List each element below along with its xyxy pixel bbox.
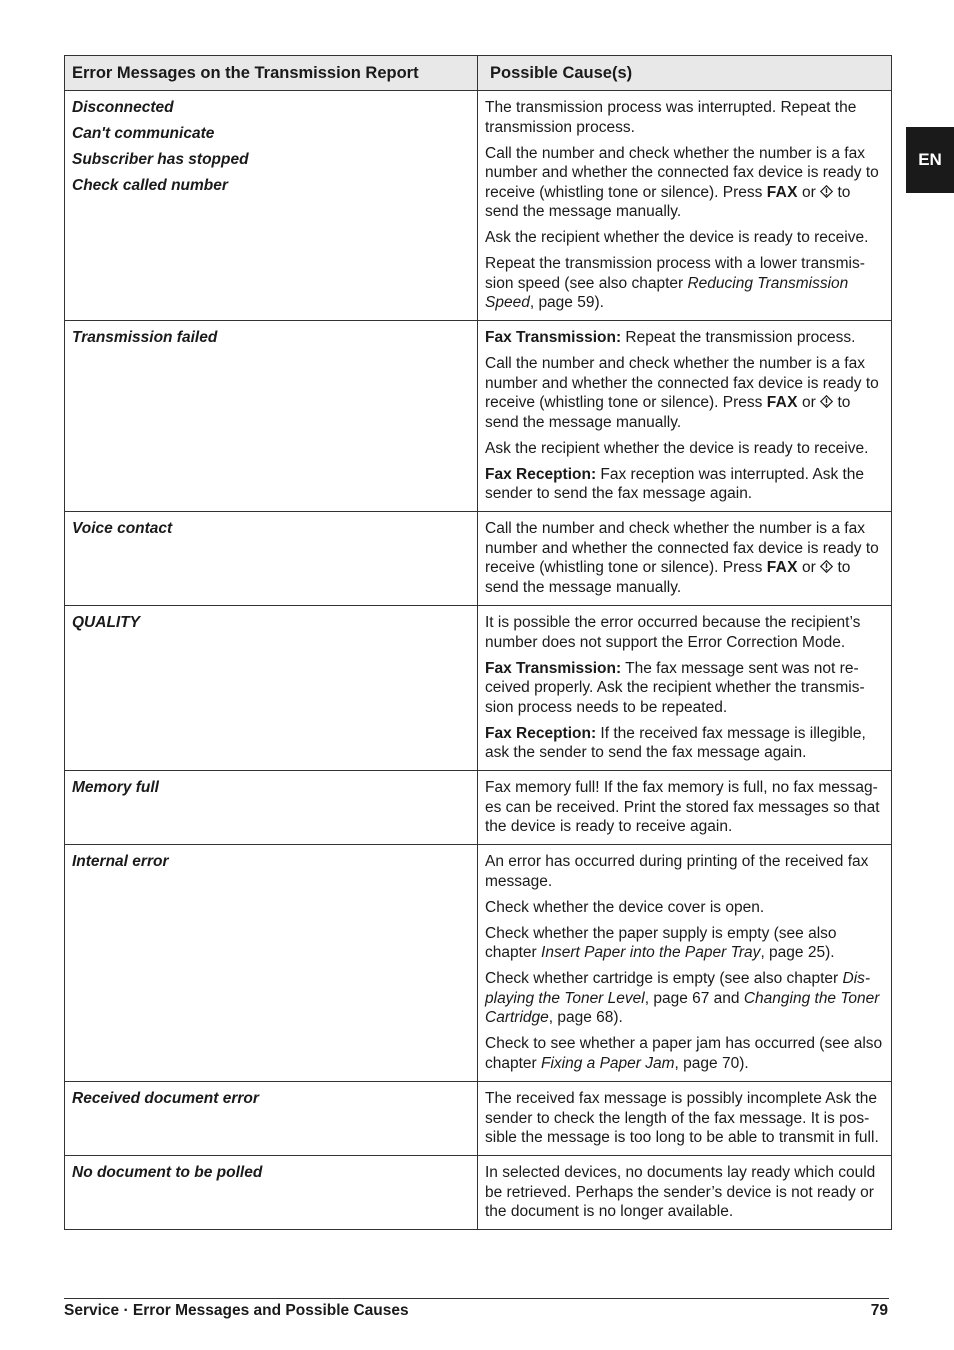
- cause-text: , page 68).: [548, 1009, 623, 1026]
- error-message: Subscriber has stopped: [72, 151, 249, 168]
- cause-paragraph: [485, 328, 885, 348]
- footer-section-title: Service · Error Messages and Possible Causes: [64, 1302, 409, 1319]
- table-row: [65, 1156, 892, 1230]
- cause-paragraph: [485, 1034, 885, 1073]
- cause-cell: [478, 321, 892, 512]
- cause-text: Fax reception was interrupted. Ask the sender to send the fax message again.: [485, 465, 865, 502]
- cause-text: Repeat the transmission process.: [621, 329, 856, 346]
- cause-text: , page 70).: [674, 1054, 749, 1072]
- cause-cell: [478, 1156, 892, 1230]
- cause-paragraph: [485, 519, 885, 597]
- cause-paragraph: [485, 659, 885, 718]
- cause-paragraph: Ask the recipient whether the device is ready to receive.: [485, 229, 869, 246]
- error-cell: [65, 1082, 478, 1156]
- cause-text: or: [797, 394, 821, 411]
- error-message: Can't communicate: [72, 125, 215, 142]
- error-cell: [65, 512, 478, 606]
- fax-key-label: FAX: [766, 394, 798, 411]
- cause-text: to send the message manually.: [485, 183, 851, 220]
- cause-text: Check whether cartridge is empty (see also chapter: [485, 970, 843, 987]
- error-messages-table: [64, 55, 892, 1230]
- error-message: Internal error: [72, 853, 169, 870]
- cause-cell: [478, 512, 892, 606]
- cause-paragraph: [485, 144, 885, 222]
- cause-text: Check whether the paper supply is empty (see also chapter: [485, 924, 837, 961]
- cause-paragraph: An error has occurred during printing of the received fax message.: [485, 853, 869, 890]
- cause-text: The fax message sent was not re-ceived properly. Ask the recipient whether the transmis-sion process needs to be repeated.: [485, 659, 865, 716]
- start-key-icon: [820, 395, 833, 408]
- table-row: [65, 1082, 892, 1156]
- cause-paragraph: [485, 465, 885, 504]
- cause-text: , page 59).: [529, 294, 604, 311]
- error-message: Memory full: [72, 779, 159, 796]
- chapter-reference: Changing the Toner Cartridge: [485, 989, 880, 1026]
- cause-cell: [478, 606, 892, 771]
- error-message: No document to be polled: [72, 1164, 263, 1181]
- error-cell: [65, 771, 478, 845]
- cause-paragraph: Ask the recipient whether the device is ready to receive.: [485, 439, 869, 457]
- cause-lead: Fax Reception:: [485, 724, 597, 742]
- fax-key-label: FAX: [766, 559, 798, 576]
- error-message: QUALITY: [72, 614, 141, 631]
- cause-paragraph: Check whether the device cover is open.: [485, 898, 765, 916]
- error-message: Disconnected: [72, 99, 174, 116]
- cause-cell: [478, 845, 892, 1082]
- error-cell: [65, 1156, 478, 1230]
- cause-text: to send the message manually.: [485, 559, 851, 596]
- cause-paragraph: [485, 969, 885, 1028]
- language-tab: [906, 127, 954, 193]
- language-tab-label: EN: [918, 150, 942, 169]
- error-cell: [65, 845, 478, 1082]
- start-key-icon: [820, 185, 833, 198]
- cause-text: or: [797, 183, 821, 201]
- cause-text: Call the number and check whether the number is a fax number and whether the connected fax device is ready to receive (whistling tone or silence). Press: [485, 520, 879, 576]
- cause-paragraph: The transmission process was interrupted. Repeat the transmission process.: [485, 99, 857, 136]
- table-row: [65, 771, 892, 845]
- cause-cell: [478, 1082, 892, 1156]
- error-cell: [65, 321, 478, 512]
- start-key-icon: [820, 560, 833, 573]
- error-message: Received document error: [72, 1090, 259, 1107]
- cause-text: or: [797, 559, 821, 576]
- cause-text: Check to see whether a paper jam has occurred (see also chapter: [485, 1035, 883, 1072]
- table-header-row: [65, 56, 892, 91]
- cause-paragraph: [485, 354, 885, 432]
- error-message: Transmission failed: [72, 329, 218, 346]
- table-row: [65, 845, 892, 1082]
- header-possible-causes: Possible Cause(s): [478, 56, 892, 91]
- cause-text: , page 25).: [760, 944, 835, 961]
- chapter-reference: Insert Paper into the Paper Tray: [541, 944, 761, 961]
- cause-cell: [478, 771, 892, 845]
- header-error-messages: Error Messages on the Transmission Report: [65, 56, 478, 91]
- cause-text: Call the number and check whether the number is a fax number and whether the connected fax device is ready to receive (whistling tone or silence). Press: [485, 355, 879, 411]
- cause-text: If the received fax message is illegible, ask the sender to send the fax message again.: [485, 724, 866, 761]
- cause-text: , page 67 and: [644, 989, 744, 1007]
- error-message: Voice contact: [72, 520, 173, 537]
- cause-paragraph: [485, 924, 885, 963]
- chapter-reference: Reducing Transmission Speed: [485, 274, 849, 311]
- cause-lead: Fax Reception:: [485, 465, 597, 483]
- table-row: [65, 512, 892, 606]
- cause-paragraph: In selected devices, no documents lay ready which could be retrieved. Perhaps the sender’s device is not ready or the document is no longer available.: [485, 1164, 876, 1220]
- table-row: [65, 321, 892, 512]
- cause-paragraph: It is possible the error occurred because the recipient’s number does not support the Error Correction Mode.: [485, 614, 861, 651]
- cause-paragraph: [485, 254, 885, 313]
- chapter-reference: Dis-playing the Toner Level: [485, 970, 871, 1007]
- cause-text: Call the number and check whether the number is a fax number and whether the connected fax device is ready to receive (whistling tone or silence). Press: [485, 144, 879, 201]
- table-row: [65, 606, 892, 771]
- cause-paragraph: Fax memory full! If the fax memory is full, no fax messag-es can be received. Print the stored fax messages so that the device is ready to receive again.: [485, 779, 880, 835]
- cause-paragraph: The received fax message is possibly incomplete Ask the sender to check the length of the fax message. It is pos-sible the message is too long to be able to transmit in full.: [485, 1090, 879, 1146]
- table-row: [65, 91, 892, 321]
- error-cell: [65, 606, 478, 771]
- cause-text: Repeat the transmission process with a lower transmis-sion speed (see also chapter: [485, 255, 865, 292]
- footer-divider: [64, 1298, 889, 1299]
- page-number: 79: [870, 1302, 888, 1319]
- cause-lead: Fax Transmission:: [485, 659, 622, 677]
- cause-cell: [478, 91, 892, 321]
- cause-paragraph: [485, 724, 885, 763]
- fax-key-label: FAX: [766, 183, 798, 201]
- error-cell: [65, 91, 478, 321]
- cause-text: to send the message manually.: [485, 394, 851, 431]
- cause-lead: Fax Transmission:: [485, 329, 622, 346]
- chapter-reference: Fixing a Paper Jam: [541, 1054, 675, 1072]
- error-message: Check called number: [72, 177, 228, 194]
